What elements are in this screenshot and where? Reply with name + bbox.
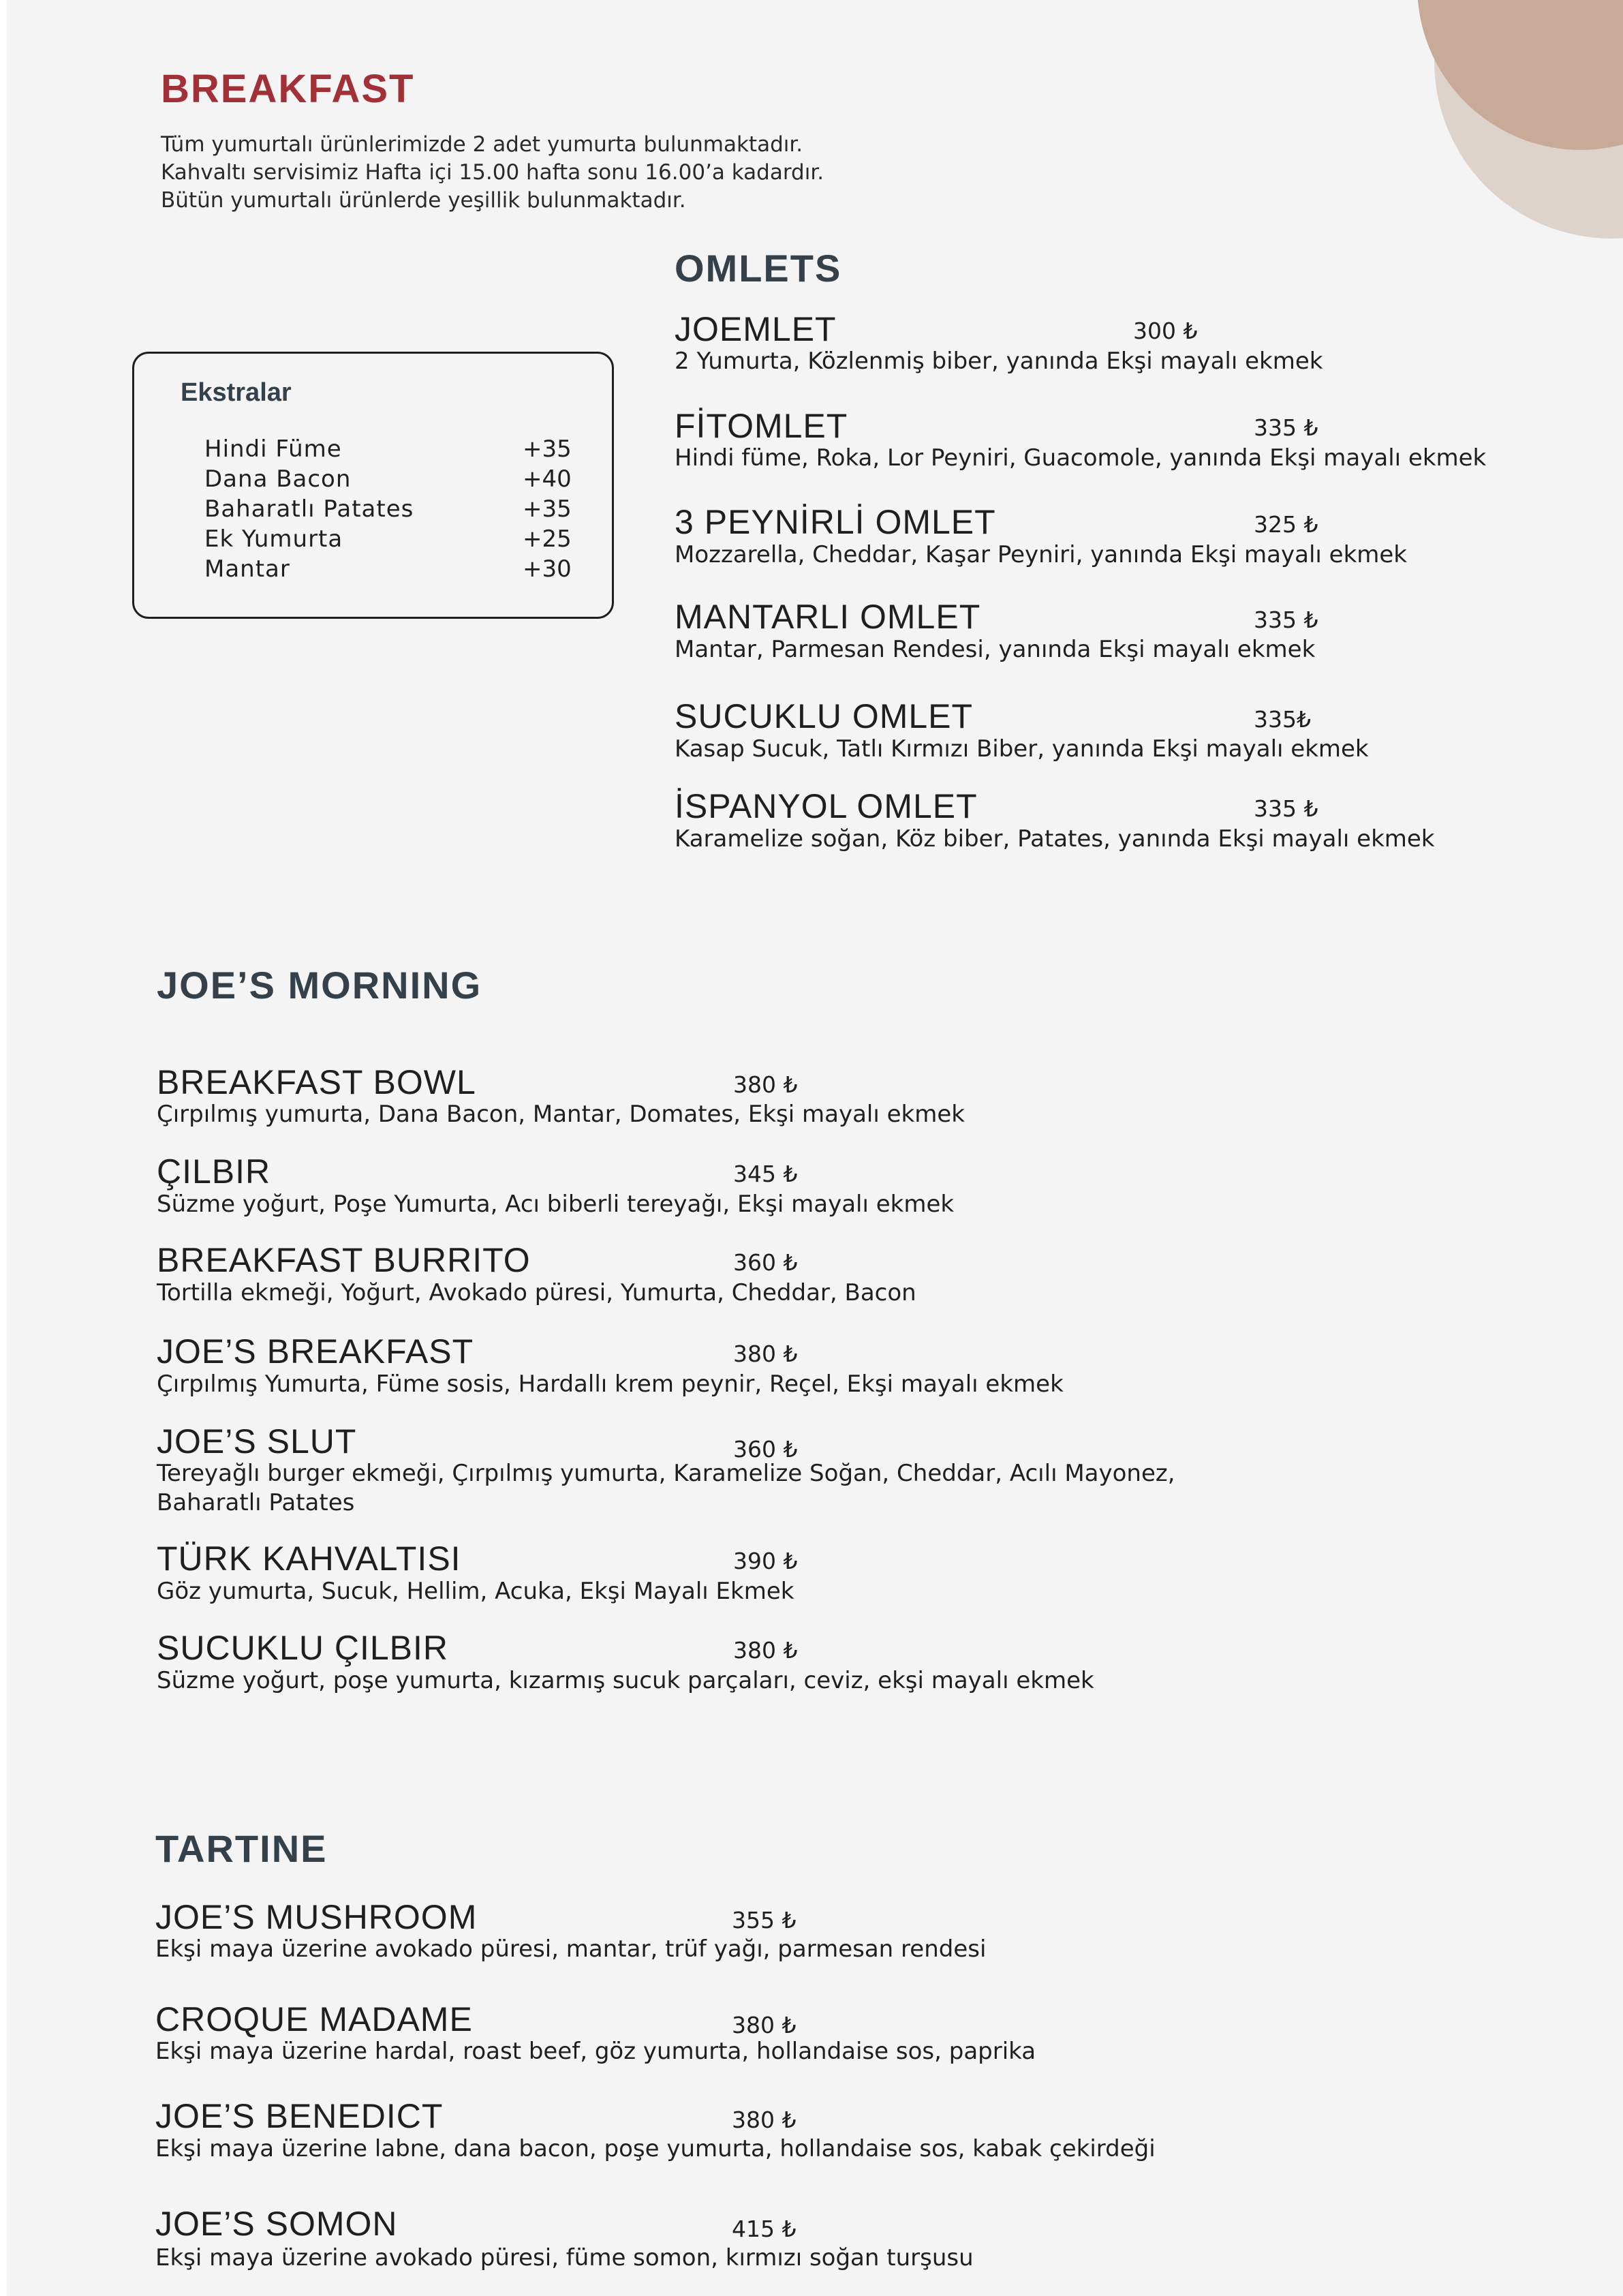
extras-item-name: Hindi Füme	[204, 435, 342, 463]
page-title: BREAKFAST	[161, 67, 415, 111]
menu-item-desc: Ekşi maya üzerine avokado püresi, mantar, trüf yağı, parmesan rendesi	[155, 1935, 987, 1963]
extras-title: Ekstralar	[181, 378, 292, 407]
menu-item-price: 335₺	[1254, 706, 1311, 733]
menu-item-desc: Tortilla ekmeği, Yoğurt, Avokado püresi, Yumurta, Cheddar, Bacon	[157, 1279, 916, 1306]
menu-item-name: JOEMLET	[675, 310, 837, 348]
menu-item-name: JOE’S BREAKFAST	[157, 1332, 474, 1371]
menu-item-name: JOE’S SOMON	[155, 2205, 398, 2243]
menu-item-name: BREAKFAST BURRITO	[157, 1241, 531, 1279]
menu-item-name: JOE’S BENEDICT	[155, 2097, 444, 2135]
menu-item-name: SUCUKLU ÇILBIR	[157, 1629, 448, 1667]
menu-item-desc: Ekşi maya üzerine avokado püresi, füme somon, kırmızı soğan turşusu	[155, 2244, 974, 2271]
menu-page	[7, 0, 1623, 2296]
extras-item-price: +40	[523, 465, 572, 493]
menu-item-desc: Göz yumurta, Sucuk, Hellim, Acuka, Ekşi Mayalı Ekmek	[157, 1578, 794, 1605]
menu-item-desc: Kasap Sucuk, Tatlı Kırmızı Biber, yanında Ekşi mayalı ekmek	[675, 735, 1369, 763]
section-title-morning: JOE’S MORNING	[157, 964, 482, 1007]
menu-item-name: CROQUE MADAME	[155, 2000, 473, 2038]
menu-item-desc: Ekşi maya üzerine labne, dana bacon, poşe yumurta, hollandaise sos, kabak çekirdeği	[155, 2135, 1156, 2162]
menu-item-name: JOE’S SLUT	[157, 1422, 357, 1460]
extras-item-name: Ek Yumurta	[204, 525, 343, 553]
extras-item	[204, 435, 572, 465]
extras-item-price: +35	[523, 435, 572, 463]
menu-item-price: 345 ₺	[733, 1161, 798, 1187]
extras-item-name: Dana Bacon	[204, 465, 352, 493]
menu-item-price: 415 ₺	[732, 2216, 797, 2242]
extras-item	[204, 525, 572, 555]
menu-item-desc: Çırpılmış Yumurta, Füme sosis, Hardallı krem peynir, Reçel, Ekşi mayalı ekmek	[157, 1371, 1064, 1398]
menu-item-price: 380 ₺	[733, 1341, 798, 1367]
menu-item-desc: Mantar, Parmesan Rendesi, yanında Ekşi mayalı ekmek	[675, 636, 1316, 663]
menu-item-price: 380 ₺	[732, 2012, 797, 2038]
extras-box	[132, 352, 614, 619]
extras-item-price: +25	[523, 525, 572, 553]
menu-item-desc: 2 Yumurta, Közlenmiş biber, yanında Ekşi mayalı ekmek	[675, 348, 1323, 375]
menu-item-desc: Mozzarella, Cheddar, Kaşar Peyniri, yanında Ekşi mayalı ekmek	[675, 541, 1408, 568]
menu-item-name: ÇILBIR	[157, 1152, 271, 1191]
menu-item-desc-continued: Baharatlı Patates	[157, 1489, 355, 1516]
menu-item-desc: Tereyağlı burger ekmeği, Çırpılmış yumurta, Karamelize Soğan, Cheddar, Acılı Mayonez,	[157, 1460, 1175, 1487]
menu-item-price: 335 ₺	[1254, 795, 1318, 822]
menu-item-desc: Ekşi maya üzerine hardal, roast beef, göz yumurta, hollandaise sos, paprika	[155, 2038, 1036, 2065]
menu-item-price: 325 ₺	[1254, 511, 1318, 538]
note-line: Kahvaltı servisimiz Hafta içi 15.00 hafta sonu 16.00’a kadardır.	[161, 160, 824, 185]
extras-item	[204, 465, 572, 495]
menu-item-name: SUCUKLU OMLET	[675, 697, 974, 735]
extras-item-price: +35	[523, 495, 572, 523]
extras-item	[204, 555, 572, 585]
extras-item-name: Baharatlı Patates	[204, 495, 414, 523]
menu-item-name: JOE’S MUSHROOM	[155, 1898, 478, 1936]
menu-item-price: 360 ₺	[733, 1249, 798, 1276]
menu-item-name: İSPANYOL OMLET	[675, 787, 978, 825]
menu-item-name: MANTARLI OMLET	[675, 598, 981, 636]
extras-item-name: Mantar	[204, 555, 290, 583]
menu-item-name: BREAKFAST BOWL	[157, 1063, 476, 1101]
note-line: Bütün yumurtalı ürünlerde yeşillik bulunmaktadır.	[161, 188, 686, 213]
menu-item-price: 380 ₺	[732, 2107, 797, 2133]
menu-item-price: 355 ₺	[732, 1907, 797, 1933]
section-title-tartine: TARTINE	[155, 1827, 328, 1870]
menu-item-desc: Süzme yoğurt, poşe yumurta, kızarmış sucuk parçaları, ceviz, ekşi mayalı ekmek	[157, 1667, 1094, 1694]
menu-item-price: 360 ₺	[733, 1436, 798, 1463]
note-line: Tüm yumurtalı ürünlerimizde 2 adet yumurta bulunmaktadır.	[161, 132, 803, 157]
menu-item-desc: Karamelize soğan, Köz biber, Patates, yanında Ekşi mayalı ekmek	[675, 825, 1435, 853]
menu-item-price: 390 ₺	[733, 1548, 798, 1574]
menu-item-desc: Süzme yoğurt, Poşe Yumurta, Acı biberli tereyağı, Ekşi mayalı ekmek	[157, 1191, 955, 1218]
extras-item	[204, 495, 572, 525]
section-title-omlets: OMLETS	[675, 247, 842, 290]
menu-item-name: FİTOMLET	[675, 407, 848, 445]
menu-item-name: TÜRK KAHVALTISI	[157, 1540, 461, 1578]
menu-item-price: 380 ₺	[733, 1071, 798, 1098]
menu-item-price: 300 ₺	[1133, 318, 1198, 344]
menu-item-price: 335 ₺	[1254, 414, 1318, 441]
extras-item-price: +30	[523, 555, 572, 583]
menu-item-price: 335 ₺	[1254, 607, 1318, 633]
menu-item-price: 380 ₺	[733, 1637, 798, 1664]
menu-item-name: 3 PEYNİRLİ OMLET	[675, 503, 996, 541]
menu-item-desc: Hindi füme, Roka, Lor Peyniri, Guacomole, yanında Ekşi mayalı ekmek	[675, 444, 1487, 472]
menu-item-desc: Çırpılmış yumurta, Dana Bacon, Mantar, Domates, Ekşi mayalı ekmek	[157, 1101, 965, 1128]
